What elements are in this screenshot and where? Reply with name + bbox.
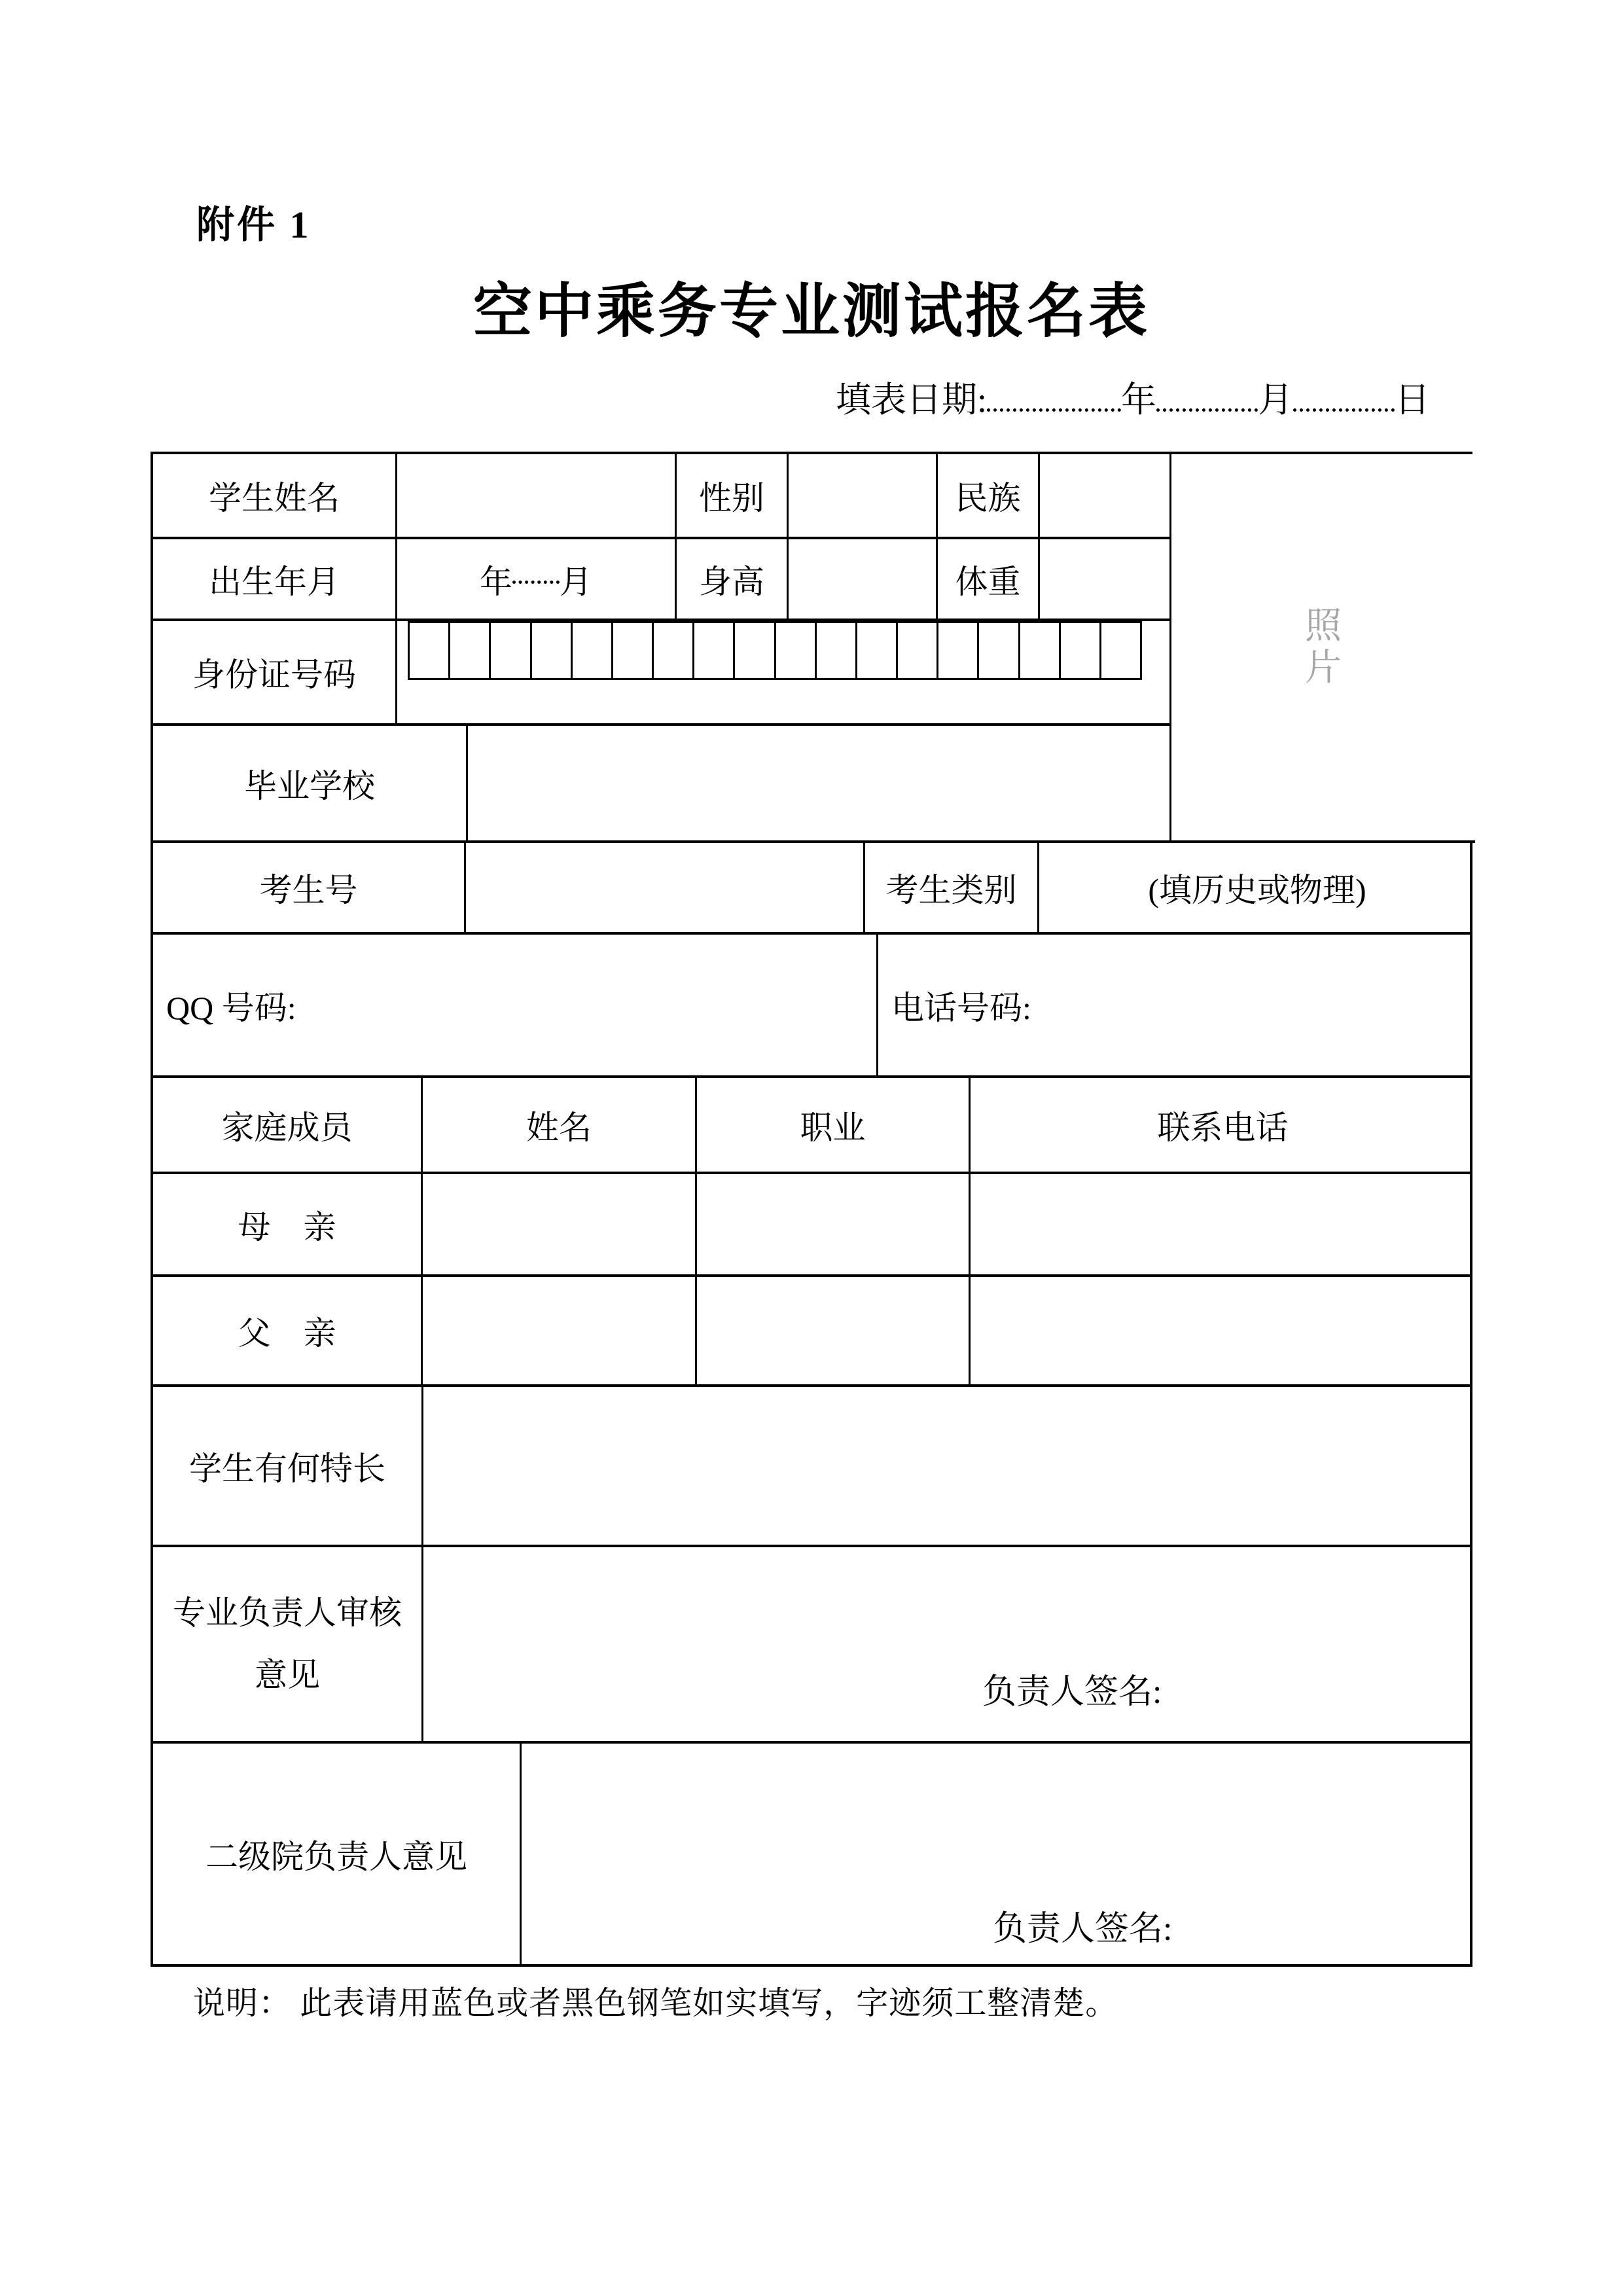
month-label: 月	[1258, 380, 1293, 420]
major-review-label-line1: 专业负责人审核	[173, 1594, 402, 1631]
ethnicity-field	[1038, 454, 1169, 537]
birth-date-field	[395, 539, 675, 619]
father-contact-field	[969, 1277, 1475, 1384]
occupation-column-header: 职业	[695, 1078, 969, 1172]
date-blank-year	[987, 402, 1121, 412]
phone-number-label: 电话号码:	[876, 935, 1475, 1075]
registration-table	[151, 452, 1472, 1967]
birth-blank	[512, 574, 560, 584]
id-digit-box	[776, 623, 817, 678]
birth-month-label: 月	[560, 563, 592, 600]
birth-year-label: 年	[480, 563, 512, 600]
id-digit-box	[532, 623, 573, 678]
gender-label: 性别	[675, 454, 787, 537]
year-label: 年	[1121, 380, 1156, 420]
name-column-header: 姓名	[421, 1078, 695, 1172]
major-review-signature-label: 负责人签名:	[982, 1674, 1162, 1711]
height-field	[787, 539, 936, 619]
weight-field	[1038, 539, 1169, 619]
table-row-contact	[153, 935, 1470, 1078]
college-review-signature-label: 负责人签名:	[993, 1910, 1173, 1948]
id-digit-box	[491, 623, 531, 678]
id-digit-box	[694, 623, 735, 678]
table-row-candidate	[153, 843, 1470, 935]
father-occupation-field	[695, 1277, 969, 1384]
school-label: 毕业学校	[244, 767, 375, 804]
footer-note: 说明： 此表请用蓝色或者黑色钢笔如实填写，字迹须工整清楚。	[193, 1985, 1118, 2021]
candidate-type-label: 考生类别	[863, 843, 1037, 932]
gender-field	[787, 454, 936, 537]
table-row-college-review	[153, 1744, 1470, 1964]
candidate-type-hint: (填历史或物理)	[1037, 843, 1475, 932]
date-blank-day	[1293, 402, 1395, 412]
id-digit-box	[450, 623, 491, 678]
id-digit-box	[654, 623, 694, 678]
table-row-father	[153, 1277, 1470, 1387]
father-name-field	[421, 1277, 695, 1384]
specialty-label: 学生有何特长	[189, 1450, 385, 1487]
id-digit-box	[1101, 623, 1140, 678]
id-digit-box	[735, 623, 776, 678]
date-blank-month	[1156, 402, 1258, 412]
mother-occupation-field	[695, 1174, 969, 1274]
table-row-mother	[153, 1174, 1470, 1277]
student-name-field	[395, 454, 675, 537]
photo-placeholder-label: 照片	[1305, 605, 1342, 689]
mother-contact-field	[969, 1174, 1475, 1274]
candidate-no-field	[464, 843, 863, 932]
family-member-header: 家庭成员	[221, 1109, 353, 1146]
major-review-field	[421, 1547, 1475, 1741]
mother-label: 母 亲	[238, 1208, 336, 1246]
mother-name-field	[421, 1174, 695, 1274]
major-review-label	[153, 1547, 421, 1741]
birth-date-label: 出生年月	[209, 563, 340, 600]
id-digit-box	[857, 623, 898, 678]
id-digit-box	[410, 623, 450, 678]
id-digit-box	[1020, 623, 1061, 678]
id-digit-box	[817, 623, 857, 678]
id-digit-box	[613, 623, 654, 678]
page-title: 空中乘务专业测试报名表	[473, 279, 1150, 344]
id-digit-box	[573, 623, 613, 678]
fill-date-line	[836, 372, 1430, 422]
id-digit-box	[1061, 623, 1101, 678]
table-row-specialty	[153, 1387, 1470, 1547]
height-label: 身高	[675, 539, 787, 619]
id-digit-box	[979, 623, 1020, 678]
major-review-label-line2: 意见	[255, 1657, 320, 1693]
day-label: 日	[1395, 380, 1430, 420]
id-digit-box	[898, 623, 938, 678]
college-review-label: 二级院负责人意见	[205, 1838, 467, 1875]
photo-box	[1169, 454, 1475, 843]
fill-date-label: 填表日期:	[835, 380, 987, 420]
student-name-label: 学生姓名	[209, 480, 340, 516]
candidate-no-label: 考生号	[259, 872, 358, 908]
table-row-major-review	[153, 1547, 1470, 1744]
id-digit-box	[938, 623, 979, 678]
contact-column-header: 联系电话	[969, 1078, 1475, 1172]
college-review-field	[520, 1744, 1475, 1964]
id-number-boxes	[408, 621, 1142, 680]
table-row-family-header	[153, 1078, 1470, 1174]
specialty-field	[421, 1387, 1475, 1545]
qq-number-label: QQ 号码:	[166, 989, 296, 1026]
ethnicity-label: 民族	[936, 454, 1038, 537]
father-label: 父 亲	[238, 1315, 336, 1352]
id-number-label: 身份证号码	[192, 656, 356, 693]
attachment-label: 附件 1	[196, 204, 312, 246]
weight-label: 体重	[936, 539, 1038, 619]
